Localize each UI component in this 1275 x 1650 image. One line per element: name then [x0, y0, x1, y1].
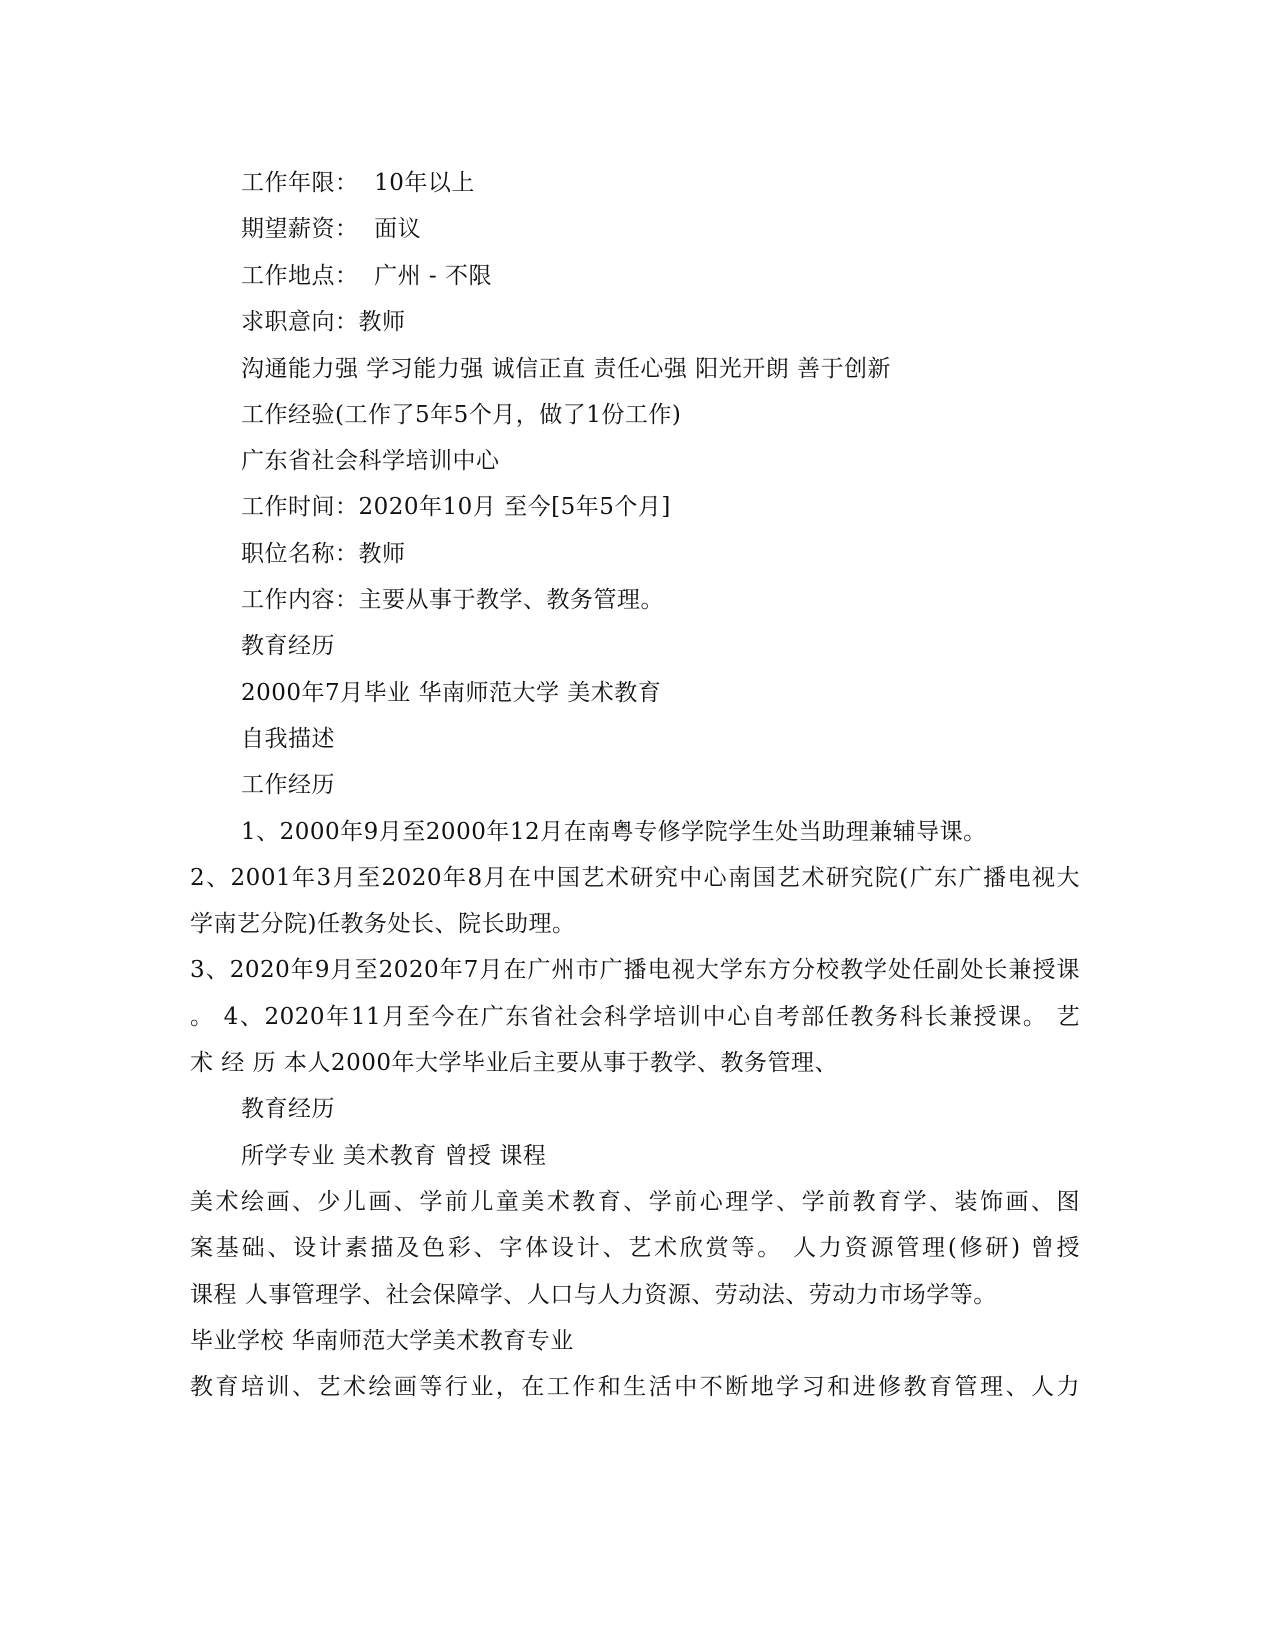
employer-name: 广东省社会科学培训中心: [241, 448, 500, 474]
work-experience-heading: 工作经验(工作了5年5个月，做了1份工作): [241, 402, 682, 428]
strengths-line: 沟通能力强 学习能力强 诚信正直 责任心强 阳光开朗 善于创新: [241, 356, 892, 382]
self-description-heading: 自我描述: [241, 726, 335, 752]
major-courses-heading: 所学专业 美术教育 曾授 课程: [241, 1143, 547, 1169]
graduation-line: 2000年7月毕业 华南师范大学 美术教育: [241, 680, 662, 706]
education-heading: 教育经历: [241, 633, 335, 659]
work-history-item-1: 1、2000年9月至2000年12月在南粤专修学院学生处当助理兼辅导课。: [241, 819, 987, 845]
work-history-item-4: 。 4、2020年11月至今在广东省社会科学培训中心自考部任教务科长兼授课。 艺: [190, 1004, 1080, 1030]
education-heading-2: 教育经历: [241, 1096, 335, 1122]
work-years-line: 工作年限： 10年以上: [241, 170, 475, 196]
work-location-line: 工作地点： 广州 - 不限: [241, 263, 493, 289]
courses-line-3: 课程 人事管理学、社会保障学、人口与人力资源、劳动法、劳动力市场学等。: [190, 1282, 997, 1308]
work-history-heading: 工作经历: [241, 772, 335, 798]
expected-salary-line: 期望薪资： 面议: [241, 216, 422, 242]
graduate-school-line: 毕业学校 华南师范大学美术教育专业: [190, 1328, 574, 1354]
art-experience-line: 术 经 历 本人2000年大学毕业后主要从事于教学、教务管理、: [190, 1050, 838, 1076]
work-time-line: 工作时间：2020年10月 至今[5年5个月]: [241, 494, 671, 520]
work-content-line: 工作内容：主要从事于教学、教务管理。: [241, 587, 664, 613]
work-history-item-3: 3、2020年9月至2020年7月在广州市广播电视大学东方分校教学处任副处长兼授课: [190, 957, 1080, 983]
courses-line-1: 美术绘画、少儿画、学前儿童美术教育、学前心理学、学前教育学、装饰画、图: [190, 1189, 1080, 1215]
career-summary-line: 教育培训、艺术绘画等行业，在工作和生活中不断地学习和进修教育管理、人力: [190, 1374, 1080, 1400]
work-history-item-2: 2、2001年3月至2020年8月在中国艺术研究中心南国艺术研究院(广东广播电视大: [190, 865, 1080, 891]
work-history-item-2-cont: 学南艺分院)任教务处长、院长助理。: [190, 911, 576, 937]
job-intention-line: 求职意向：教师: [241, 309, 406, 335]
position-title-line: 职位名称：教师: [241, 541, 406, 567]
courses-line-2: 案基础、设计素描及色彩、字体设计、艺术欣赏等。 人力资源管理(修研) 曾授: [190, 1235, 1080, 1261]
